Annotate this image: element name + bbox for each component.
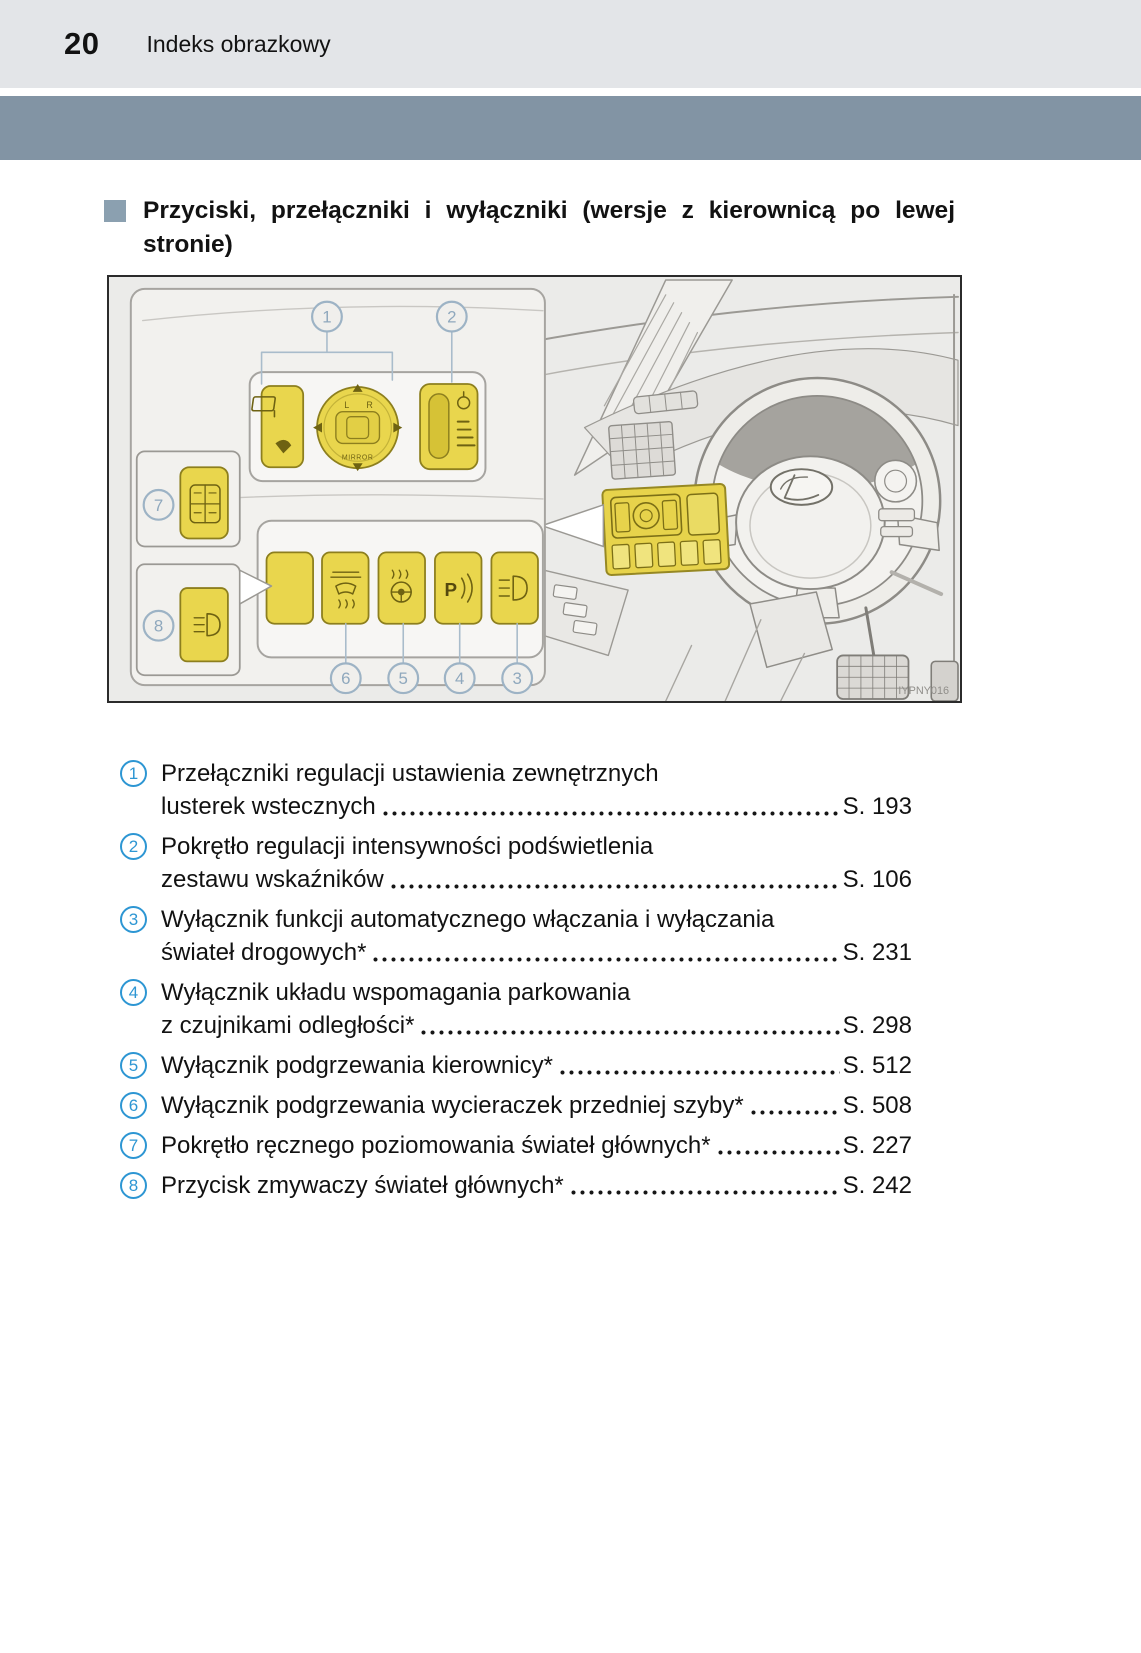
- page-header: [0, 0, 1141, 88]
- callout-3: [502, 663, 532, 693]
- list-item: [120, 1169, 912, 1202]
- heading-bullet-square: [104, 200, 126, 222]
- callout-5-number: 5: [398, 669, 408, 689]
- item-number-badge: 1: [120, 760, 147, 787]
- item-number-badge: 4: [120, 979, 147, 1006]
- item-text-line2: z czujnikami odległości*: [161, 1012, 415, 1039]
- dot-leader: [389, 883, 840, 890]
- callout-7-number: 7: [153, 495, 164, 515]
- wiper-deicer-switch: [322, 552, 369, 623]
- callout-2-number: 2: [447, 307, 457, 327]
- callout-8-number: 8: [153, 616, 164, 636]
- item-text-line1: Pokrętło regulacji intensywności podświetlenia: [161, 833, 654, 860]
- dot-leader: [371, 956, 839, 963]
- item-number-badge: 8: [120, 1172, 147, 1199]
- dial-left-label: L: [344, 399, 350, 410]
- page-reference: S. 227: [842, 1132, 912, 1159]
- dashboard-figure-svg: [109, 277, 960, 701]
- dot-leader: [749, 1109, 840, 1116]
- list-item: [120, 903, 912, 969]
- air-vent-grille: [609, 421, 676, 479]
- item-text-line1: Wyłącznik podgrzewania kierownicy*: [161, 1052, 553, 1079]
- item-number-badge: 5: [120, 1052, 147, 1079]
- item-text-line1: Wyłącznik układu wspomagania parkowania: [161, 979, 631, 1006]
- heading-line1: Przyciski, przełączniki i wyłączniki (wersje z kierownicą po lewej: [143, 197, 955, 224]
- dot-leader: [558, 1069, 840, 1076]
- heading-line2: stronie): [143, 231, 233, 258]
- park-assist-switch: [435, 552, 482, 623]
- page-reference: S. 193: [842, 793, 912, 820]
- item-text-line2: lusterek wstecznych: [161, 793, 376, 820]
- callout-1-number: 1: [322, 307, 332, 327]
- callout-6: [331, 663, 361, 693]
- list-item: [120, 757, 912, 823]
- picture-index-list: [120, 757, 912, 1209]
- item-text-line1: Wyłącznik funkcji automatycznego włączania i wyłączania: [161, 906, 775, 933]
- instrument-dimmer-knob: [420, 384, 477, 469]
- item-text-line1: Przełączniki regulacji ustawienia zewnętrznych: [161, 760, 659, 787]
- mirror-dial-label: MIRROR: [341, 454, 374, 462]
- callout-6-number: 6: [341, 669, 351, 689]
- dot-leader: [419, 1029, 839, 1036]
- lexus-logo: [771, 469, 832, 505]
- dashboard-illustration: [107, 275, 962, 703]
- list-item: [120, 1129, 912, 1162]
- heated-steering-switch: [378, 552, 425, 623]
- headlight-leveling-inset: [137, 451, 240, 546]
- dot-leader: [716, 1149, 840, 1156]
- item-text-line2: zestawu wskaźników: [161, 866, 384, 893]
- figure-watermark: IYPNY016: [898, 685, 950, 698]
- chapter-color-band: [0, 96, 1141, 160]
- item-number-badge: 7: [120, 1132, 147, 1159]
- list-item: [120, 1049, 912, 1082]
- list-item: [120, 1089, 912, 1122]
- list-item: [120, 830, 912, 896]
- blank-switch: [267, 552, 314, 623]
- item-text-line1: Pokrętło ręcznego poziomowania świateł głównych*: [161, 1132, 711, 1159]
- callout-4: [445, 663, 475, 693]
- dot-leader: [569, 1189, 840, 1196]
- page-reference: S. 231: [842, 939, 912, 966]
- headlight-washer-inset: [137, 564, 240, 675]
- dial-right-label: R: [366, 399, 373, 410]
- callout-3-number: 3: [512, 669, 522, 689]
- section-title: Indeks obrazkowy: [146, 30, 331, 57]
- dot-leader: [381, 810, 840, 817]
- item-text-line1: Przycisk zmywaczy świateł głównych*: [161, 1172, 564, 1199]
- page-reference: S. 508: [842, 1092, 912, 1119]
- page-reference: S. 242: [842, 1172, 912, 1199]
- zoom-panel-card: [131, 289, 545, 693]
- page-reference: S. 512: [842, 1052, 912, 1079]
- page-reference: S. 106: [842, 866, 912, 893]
- park-assist-label: P: [444, 578, 458, 600]
- item-text-line2: świateł drogowych*: [161, 939, 367, 966]
- item-number-badge: 6: [120, 1092, 147, 1119]
- list-item: [120, 976, 912, 1042]
- page-number: 20: [64, 26, 100, 61]
- page-reference: S. 298: [842, 1012, 912, 1039]
- callout-4-number: 4: [455, 669, 465, 689]
- item-number-badge: 3: [120, 906, 147, 933]
- highlighted-switch-panel: [602, 484, 729, 576]
- item-text-line1: Wyłącznik podgrzewania wycieraczek przedniej szyby*: [161, 1092, 744, 1119]
- auto-high-beam-switch: [491, 552, 538, 623]
- section-heading: [104, 194, 959, 262]
- item-number-badge: 2: [120, 833, 147, 860]
- callout-5: [388, 663, 418, 693]
